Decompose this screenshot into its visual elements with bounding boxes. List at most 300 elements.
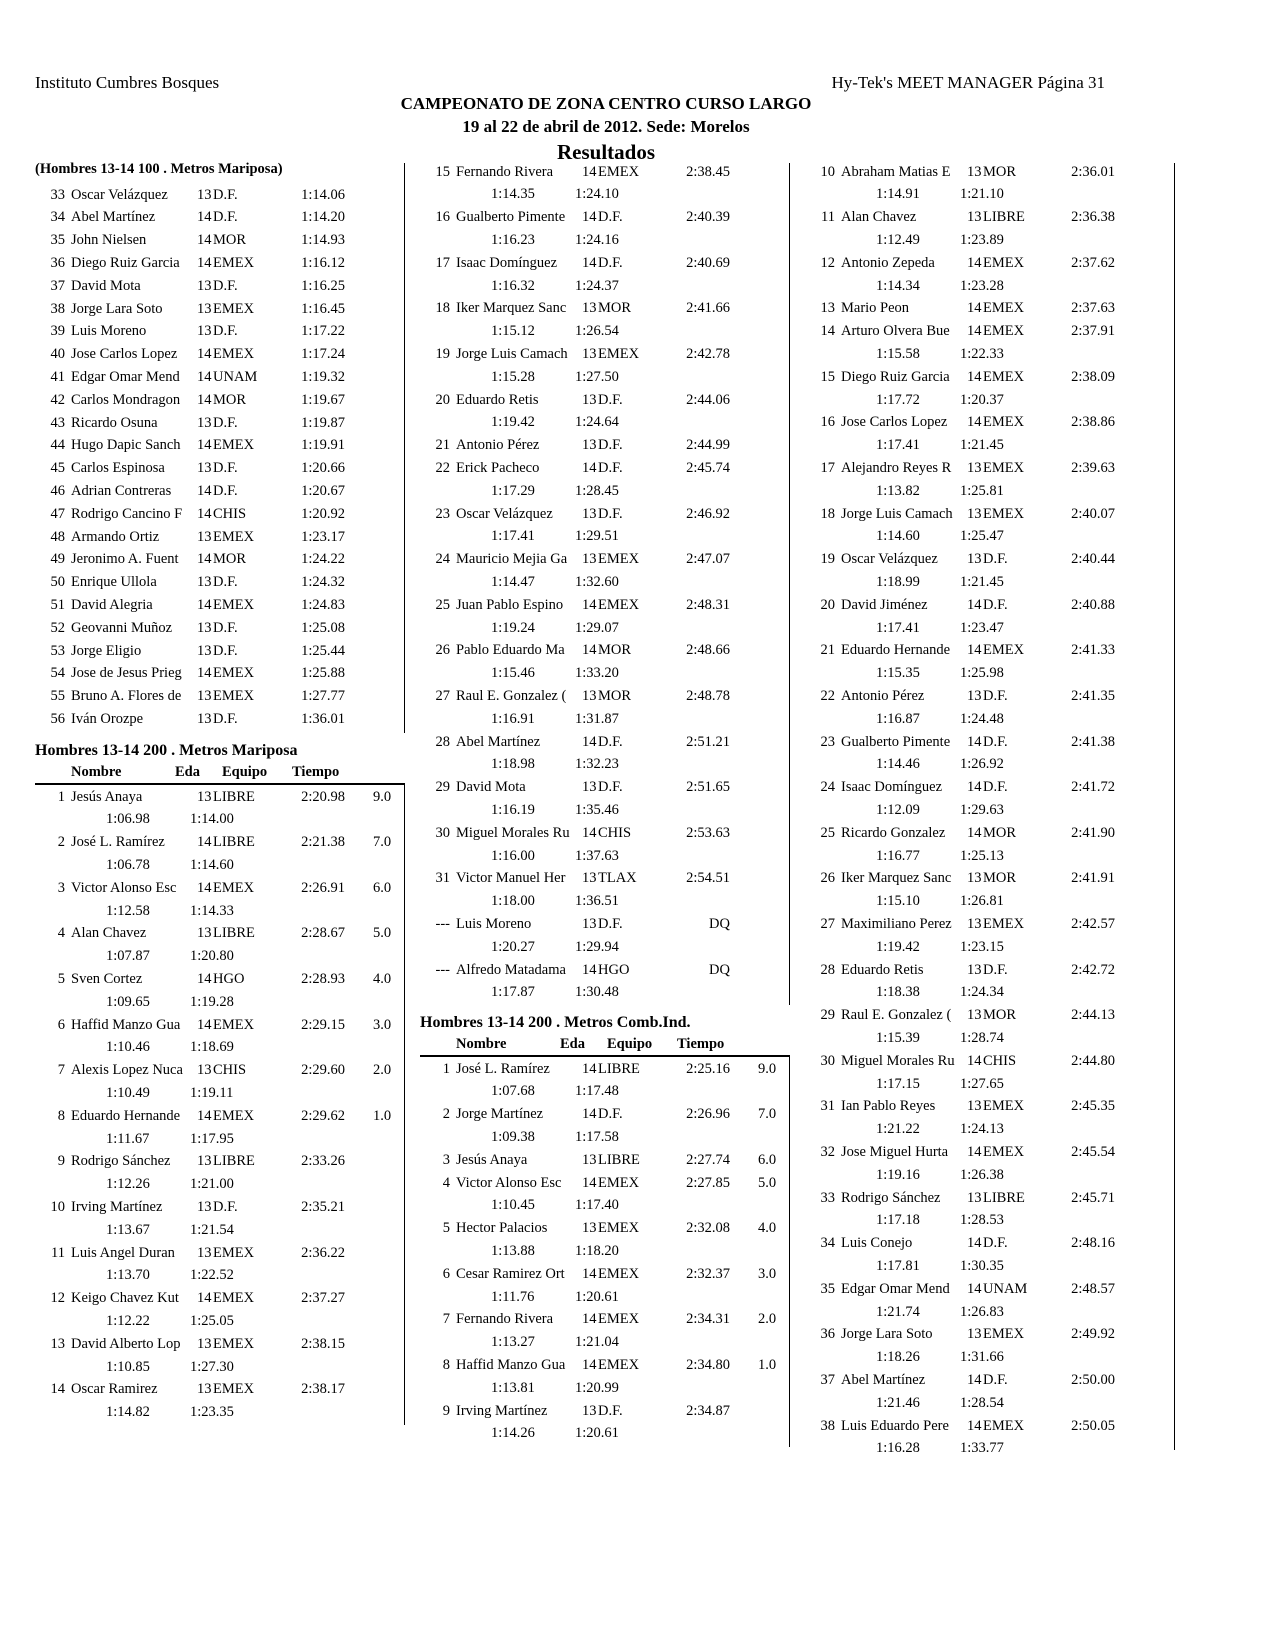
result-row: [805, 297, 1175, 320]
split-time: 1:24.37: [575, 277, 619, 294]
split-time: 1:18.26: [876, 1349, 920, 1366]
split-time: 1:14.00: [190, 811, 234, 828]
split-time: 1:29.51: [575, 528, 619, 545]
swimmer-name: Alfredo Matadama: [456, 961, 566, 978]
team: D.F.: [598, 460, 623, 476]
age: 13: [967, 916, 982, 932]
event-title: Hombres 13-14 200 . Metros Mariposa: [35, 742, 298, 759]
age: 14: [197, 879, 212, 896]
team: EMEX: [983, 368, 1025, 385]
final-time: 1:24.22: [301, 551, 345, 568]
split-row: [805, 389, 1175, 412]
team: EMEX: [213, 437, 255, 454]
team: CHIS: [598, 824, 632, 841]
header-rule: [420, 1055, 790, 1057]
split-time: 1:17.81: [876, 1258, 920, 1274]
swimmer-name: David Alberto Lop: [71, 1335, 181, 1352]
split-row: [805, 1209, 1175, 1232]
swimmer-name: Arturo Olvera Bue: [841, 323, 950, 340]
result-row: [805, 776, 1175, 799]
team: D.F.: [213, 1199, 238, 1215]
final-time: 2:45.54: [1071, 1144, 1115, 1160]
team: D.F.: [598, 779, 623, 796]
team: MOR: [983, 163, 1017, 180]
split-time: 1:18.20: [575, 1243, 619, 1259]
split-time: 1:31.66: [960, 1349, 1004, 1366]
result-row: [35, 343, 405, 366]
result-row: [35, 389, 405, 412]
swimmer-name: Diego Ruiz Garcia: [71, 255, 180, 271]
result-row: [35, 1150, 405, 1173]
split-time: 1:33.20: [575, 665, 619, 682]
age: 14: [197, 665, 212, 682]
swimmer-name: Isaac Domínguez: [456, 254, 558, 271]
split-time: 1:12.26: [106, 1176, 150, 1193]
result-row: [805, 959, 1175, 982]
swimmer-name: Jorge Lara Soto: [841, 1326, 933, 1343]
split-time: 1:14.47: [491, 574, 535, 590]
team: D.F.: [598, 391, 623, 408]
age: 14: [582, 1060, 597, 1077]
team: EMEX: [983, 300, 1025, 317]
age: 13: [582, 779, 597, 796]
place: 19: [435, 346, 450, 362]
swimmer-name: Luis Conejo: [841, 1235, 913, 1252]
result-row: [420, 685, 790, 708]
points: 1.0: [758, 1357, 777, 1373]
split-row: [805, 571, 1175, 594]
split-time: 1:11.67: [106, 1130, 150, 1147]
result-row: [805, 1095, 1175, 1118]
swimmer-name: Carlos Espinosa: [71, 460, 165, 477]
age: 14: [582, 460, 597, 476]
team: EMEX: [983, 1098, 1025, 1115]
results-heading: Resultados: [556, 140, 656, 164]
age: 14: [582, 596, 597, 613]
age: 14: [582, 254, 597, 271]
place: 25: [435, 596, 450, 613]
place: 2: [442, 1106, 450, 1123]
split-row: [805, 434, 1175, 457]
final-time: 2:44.99: [686, 437, 730, 454]
place: 55: [50, 688, 65, 705]
swimmer-name: Abel Martínez: [71, 209, 156, 226]
split-time: 1:19.24: [491, 619, 535, 636]
age: 14: [967, 733, 982, 750]
column-header-time: Tiempo: [677, 1036, 725, 1052]
split-row: [420, 845, 790, 868]
team: EMEX: [213, 688, 255, 705]
split-time: 1:24.64: [575, 414, 619, 431]
split-time: 1:23.28: [960, 277, 1004, 294]
split-time: 1:25.13: [960, 847, 1004, 864]
swimmer-name: Jose Miguel Hurta: [841, 1144, 949, 1160]
split-time: 1:25.47: [960, 528, 1004, 545]
final-time: 2:46.92: [686, 505, 730, 522]
swimmer-name: Ricardo Osuna: [71, 414, 158, 431]
split-row: [420, 1286, 790, 1309]
split-row: [420, 1126, 790, 1149]
split-row: [420, 936, 790, 959]
split-row: [805, 799, 1175, 822]
place: 51: [50, 597, 65, 613]
place: 10: [820, 163, 835, 180]
age: 13: [197, 460, 212, 477]
result-row: [35, 548, 405, 571]
final-time: 1:16.45: [301, 300, 345, 317]
split-row: [805, 890, 1175, 913]
team: D.F.: [983, 688, 1008, 704]
age: 13: [967, 505, 982, 522]
place: 12: [50, 1290, 65, 1307]
final-time: 2:20.98: [301, 788, 345, 805]
points: 7.0: [758, 1106, 777, 1123]
result-row: [805, 867, 1175, 890]
final-time: 2:29.15: [301, 1016, 345, 1033]
result-row: [35, 1014, 405, 1037]
split-time: 1:12.09: [876, 802, 920, 818]
result-row: [420, 594, 790, 617]
split-time: 1:10.49: [106, 1085, 150, 1101]
result-row: [805, 252, 1175, 275]
result-row: [805, 639, 1175, 662]
final-time: 2:40.44: [1071, 551, 1115, 568]
age: 14: [967, 1280, 982, 1297]
team: MOR: [213, 232, 247, 249]
split-row: [35, 808, 405, 831]
final-time: DQ: [709, 961, 730, 978]
age: 13: [967, 209, 982, 226]
split-row: [420, 1422, 790, 1445]
age: 13: [582, 437, 597, 454]
team: EMEX: [598, 346, 640, 362]
place: 30: [820, 1052, 835, 1069]
place: 33: [50, 186, 65, 203]
result-row: [805, 457, 1175, 480]
split-time: 1:20.80: [190, 948, 234, 965]
place: 9: [442, 1402, 450, 1419]
points: 3.0: [758, 1265, 777, 1282]
split-time: 1:21.74: [876, 1303, 920, 1320]
split-time: 1:16.32: [491, 277, 535, 294]
team: LIBRE: [598, 1151, 640, 1168]
result-row: [420, 1308, 790, 1331]
age: 13: [582, 505, 597, 522]
final-time: 2:28.93: [301, 971, 345, 987]
final-time: 2:38.15: [301, 1335, 345, 1352]
age: 13: [967, 163, 982, 180]
result-row: [35, 662, 405, 685]
team: MOR: [598, 642, 632, 659]
split-time: 1:30.35: [960, 1258, 1004, 1274]
age: 14: [582, 1106, 597, 1123]
result-row: [420, 457, 790, 480]
swimmer-name: José L. Ramírez: [71, 834, 165, 851]
swimmer-name: Geovanni Muñoz: [71, 619, 173, 636]
age: 13: [197, 1199, 212, 1215]
swimmer-name: Jorge Eligio: [71, 642, 142, 659]
swimmer-name: John Nielsen: [71, 232, 147, 249]
final-time: 2:44.06: [686, 391, 730, 408]
place: 25: [820, 824, 835, 841]
place: 7: [57, 1062, 65, 1079]
team: LIBRE: [213, 925, 255, 942]
swimmer-name: David Mota: [71, 277, 141, 294]
swimmer-name: Cesar Ramirez Ort: [456, 1265, 565, 1282]
final-time: 2:38.86: [1071, 414, 1115, 431]
split-time: 1:14.60: [876, 528, 920, 545]
place: 54: [50, 665, 65, 682]
team: LIBRE: [213, 1153, 255, 1170]
age: 13: [197, 1381, 212, 1398]
split-row: [805, 981, 1175, 1004]
result-row: [420, 1400, 790, 1423]
team: EMEX: [213, 1381, 255, 1398]
result-row: [35, 434, 405, 457]
final-time: 2:40.69: [686, 254, 730, 271]
team: UNAM: [983, 1280, 1028, 1297]
split-time: 1:20.37: [960, 391, 1004, 408]
split-time: 1:27.30: [190, 1358, 234, 1375]
swimmer-name: David Alegria: [71, 597, 153, 613]
result-row: [420, 252, 790, 275]
split-time: 1:33.77: [960, 1440, 1004, 1457]
split-time: 1:25.98: [960, 665, 1004, 682]
split-time: 1:07.68: [491, 1083, 535, 1100]
result-row: [805, 411, 1175, 434]
split-time: 1:09.38: [491, 1129, 535, 1145]
result-row: [35, 412, 405, 435]
age: 13: [197, 688, 212, 705]
place: 29: [435, 779, 450, 796]
swimmer-name: Jose Carlos Lopez: [71, 346, 178, 363]
team: D.F.: [983, 1235, 1008, 1252]
split-time: 1:14.34: [876, 277, 920, 294]
swimmer-name: Mauricio Mejia Ga: [456, 551, 568, 568]
split-time: 1:06.78: [106, 857, 150, 873]
split-row: [420, 890, 790, 913]
age: 14: [967, 1052, 982, 1069]
team: EMEX: [213, 1016, 255, 1033]
team: D.F.: [598, 733, 623, 750]
split-row: [420, 981, 790, 1004]
split-time: 1:21.04: [575, 1334, 619, 1351]
result-row: [35, 1196, 405, 1219]
final-time: 1:19.87: [301, 414, 345, 431]
place: 18: [820, 505, 835, 522]
final-time: 2:45.74: [686, 460, 730, 476]
result-row: [420, 503, 790, 526]
result-row: [420, 1263, 790, 1286]
result-row: [35, 229, 405, 252]
result-row: [805, 503, 1175, 526]
result-row: [35, 786, 405, 809]
swimmer-name: Miguel Morales Ru: [841, 1052, 955, 1069]
place: 35: [50, 232, 65, 249]
place: 38: [820, 1417, 835, 1434]
split-time: 1:17.41: [876, 619, 920, 636]
swimmer-name: Luis Eduardo Pere: [841, 1417, 949, 1434]
column-header-age: Eda: [560, 1036, 585, 1052]
split-time: 1:11.76: [491, 1288, 535, 1305]
result-row: [805, 731, 1175, 754]
result-row: [420, 434, 790, 457]
final-time: 1:19.67: [301, 391, 345, 408]
team: D.F.: [213, 619, 238, 636]
place: 2: [57, 834, 65, 851]
final-time: 2:37.62: [1071, 254, 1115, 271]
place: 31: [820, 1098, 835, 1115]
place: 17: [820, 460, 835, 476]
split-time: 1:15.35: [876, 665, 920, 682]
team: D.F.: [213, 209, 238, 226]
points: 6.0: [373, 879, 392, 896]
result-row: [35, 320, 405, 343]
split-time: 1:14.60: [190, 857, 234, 873]
team: D.F.: [213, 186, 238, 203]
result-row: [805, 1415, 1175, 1438]
final-time: 2:41.72: [1071, 779, 1115, 796]
split-time: 1:15.58: [876, 346, 920, 362]
final-time: 2:42.57: [1071, 916, 1115, 932]
place: 5: [442, 1220, 450, 1237]
final-time: 2:34.87: [686, 1402, 730, 1419]
final-time: 2:48.31: [686, 596, 730, 613]
result-row: [805, 206, 1175, 229]
split-time: 1:26.92: [960, 756, 1004, 773]
team: LIBRE: [598, 1060, 640, 1077]
swimmer-name: Rodrigo Sánchez: [71, 1153, 171, 1170]
age: 13: [197, 1244, 212, 1261]
split-row: [420, 571, 790, 594]
team: TLAX: [598, 870, 637, 887]
place: 33: [820, 1189, 835, 1206]
place: 20: [820, 596, 835, 613]
age: 14: [582, 209, 597, 226]
team: EMEX: [598, 551, 640, 568]
swimmer-name: Ricardo Gonzalez: [841, 824, 946, 841]
split-time: 1:22.52: [190, 1267, 234, 1284]
result-row: [35, 877, 405, 900]
final-time: 1:25.08: [301, 619, 345, 636]
team: D.F.: [213, 323, 238, 340]
split-time: 1:13.67: [106, 1221, 150, 1238]
swimmer-name: Luis Angel Duran: [71, 1244, 175, 1261]
age: 14: [197, 551, 212, 568]
final-time: 2:38.45: [686, 163, 730, 180]
place: 47: [50, 505, 65, 522]
split-time: 1:10.85: [106, 1358, 150, 1375]
swimmer-name: Jesús Anaya: [456, 1151, 528, 1168]
team: EMEX: [983, 1144, 1025, 1160]
age: 13: [582, 551, 597, 568]
final-time: 2:45.35: [1071, 1098, 1115, 1115]
result-row: [35, 1378, 405, 1401]
team: EMEX: [213, 346, 255, 363]
age: 14: [582, 1357, 597, 1373]
split-time: 1:16.19: [491, 802, 535, 818]
swimmer-name: Ian Pablo Reyes: [841, 1098, 936, 1115]
split-time: 1:21.00: [190, 1176, 234, 1193]
split-time: 1:18.98: [491, 756, 535, 773]
split-time: 1:10.45: [491, 1197, 535, 1214]
team: EMEX: [213, 1290, 255, 1307]
split-row: [420, 708, 790, 731]
place: ---: [435, 961, 450, 978]
place: 28: [820, 961, 835, 978]
final-time: 1:20.66: [301, 460, 345, 477]
place: 3: [442, 1151, 450, 1168]
place: 39: [50, 323, 65, 340]
split-row: [420, 1377, 790, 1400]
team: EMEX: [983, 460, 1025, 476]
age: 13: [197, 925, 212, 942]
team: EMEX: [983, 414, 1025, 431]
split-time: 1:17.72: [876, 391, 920, 408]
split-row: [420, 753, 790, 776]
event-title: (Hombres 13-14 100 . Metros Mariposa): [35, 161, 283, 177]
split-time: 1:32.60: [575, 574, 619, 590]
header-rule: [35, 783, 405, 785]
team: CHIS: [213, 1062, 247, 1079]
split-time: 1:12.58: [106, 902, 150, 919]
split-time: 1:19.16: [876, 1166, 920, 1183]
split-time: 1:17.58: [575, 1129, 619, 1145]
result-row: [35, 617, 405, 640]
place: 34: [820, 1235, 835, 1252]
split-row: [420, 1331, 790, 1354]
age: 14: [967, 1417, 982, 1434]
split-time: 1:14.82: [106, 1404, 150, 1421]
place: 12: [820, 254, 835, 271]
split-time: 1:18.00: [491, 893, 535, 910]
split-time: 1:16.77: [876, 847, 920, 864]
age: 14: [967, 596, 982, 613]
result-row: [805, 1187, 1175, 1210]
place: 29: [820, 1007, 835, 1024]
split-time: 1:21.22: [876, 1121, 920, 1138]
age: 13: [197, 323, 212, 340]
swimmer-name: Edgar Omar Mend: [71, 369, 180, 385]
swimmer-name: Jorge Martínez: [456, 1106, 544, 1123]
age: 14: [197, 209, 212, 226]
final-time: 2:41.38: [1071, 733, 1115, 750]
column-header-name: Nombre: [456, 1036, 507, 1052]
split-time: 1:15.39: [876, 1030, 920, 1046]
place: 14: [50, 1381, 65, 1398]
split-time: 1:13.81: [491, 1379, 535, 1396]
result-row: [420, 1058, 790, 1081]
split-time: 1:27.65: [960, 1075, 1004, 1092]
split-row: [805, 1164, 1175, 1187]
meet-title: CAMPEONATO DE ZONA CENTRO CURSO LARGO: [400, 94, 812, 113]
age: 13: [582, 1402, 597, 1419]
split-row: [420, 275, 790, 298]
age: 13: [582, 1151, 597, 1168]
split-time: 1:21.10: [960, 186, 1004, 203]
split-time: 1:36.51: [575, 893, 619, 910]
swimmer-name: Antonio Pérez: [841, 688, 925, 704]
split-time: 1:13.82: [876, 482, 920, 499]
final-time: 2:48.16: [1071, 1235, 1115, 1252]
split-row: [35, 945, 405, 968]
result-row: [35, 1287, 405, 1310]
team: D.F.: [598, 916, 623, 932]
split-time: 1:15.28: [491, 368, 535, 385]
result-row: [420, 1149, 790, 1172]
swimmer-name: Alejandro Reyes R: [841, 460, 952, 476]
split-time: 1:25.05: [190, 1313, 234, 1329]
